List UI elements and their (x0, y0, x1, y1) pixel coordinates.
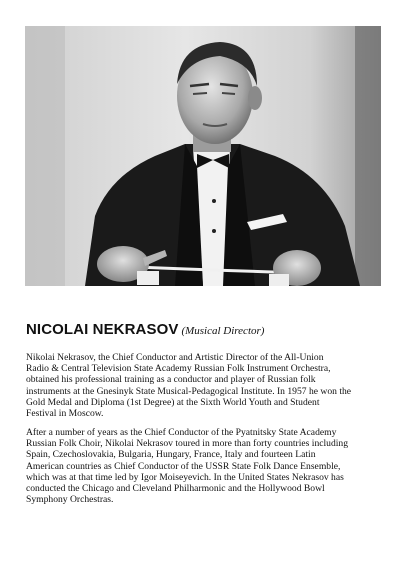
bio-line: Symphony Orchestras. (26, 494, 114, 506)
bio-paragraph-1 (26, 352, 386, 419)
bio-line: Nikolai Nekrasov, the Chief Conductor and Artistic Director of the All-Union (26, 352, 324, 363)
director-role: (Musical Director) (181, 325, 265, 337)
bio-line: Gold Medal and Diploma (1st Degree) at the Sixth World Youth and Student (26, 396, 320, 408)
bio-line: which was at that time led by Igor Moiseyevich. In the United States Nekrasov has (26, 471, 344, 483)
bio-line: After a number of years as the Chief Conductor of the Pyatnitsky State Academy (26, 427, 337, 438)
bio-line: American countries as Chief Conductor of the USSR State Folk Dance Ensemble, (26, 460, 341, 472)
conductor-photo (25, 26, 381, 286)
bio-line: obtained his professional training as a conductor and player of Russian folk (26, 374, 316, 386)
bio-line: conducted the Chicago and Cleveland Philharmonic and the Hollywood Bowl (26, 483, 325, 495)
bio-line: Russian Folk Choir, Nikolai Nekrasov toured in more than forty countries including (26, 438, 349, 450)
bio-line: Spain, Czechoslovakia, Bulgaria, Hungary, France, Italy and fourteen Latin (26, 449, 316, 461)
bio-line: instruments at the Gnesinyk State Musical-Pedagogical Institute. In 1957 he won the (26, 385, 352, 397)
bio-line: Radio & Central Television State Academy Russian Folk Instrument Orchestra, (26, 363, 331, 375)
bio-heading (26, 321, 386, 340)
bio-paragraph-2 (26, 427, 386, 505)
director-name: NICOLAI NEKRASOV (26, 321, 179, 338)
bio-line: Festival in Moscow. (26, 408, 104, 420)
